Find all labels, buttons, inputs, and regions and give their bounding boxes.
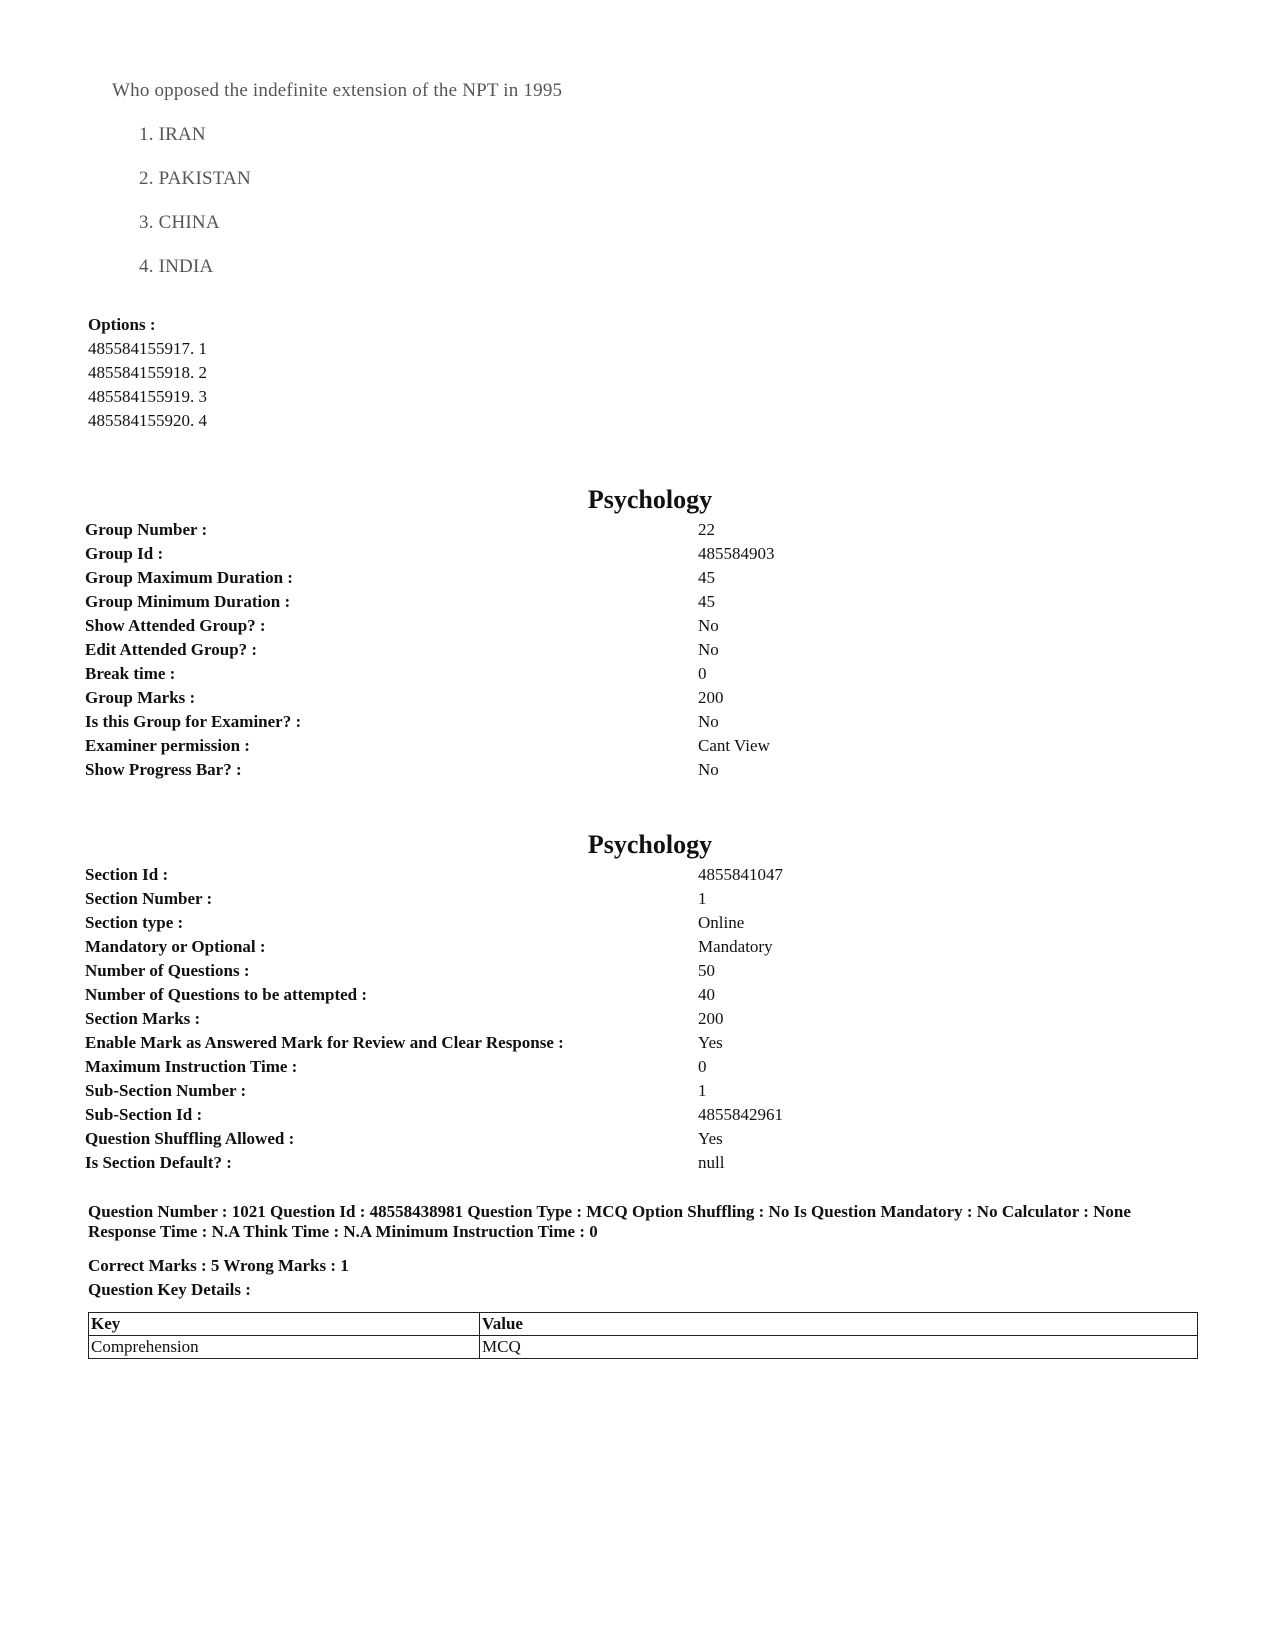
question-key-table [88, 1312, 1198, 1359]
group-row [85, 640, 1185, 662]
section-row-key: Number of Questions to be attempted : [85, 985, 368, 1004]
section-row-key: Section Marks : [85, 1009, 201, 1028]
group-row-key: Break time : [85, 664, 176, 683]
group-row-value: 45 [698, 568, 715, 587]
section-row [85, 1009, 1185, 1031]
question-image [112, 80, 612, 290]
section-row-value: null [698, 1153, 725, 1172]
option-item-2: 485584155918. 2 [88, 363, 207, 382]
section-row-value: 0 [698, 1057, 707, 1076]
option-item-1: 485584155917. 1 [88, 339, 207, 358]
section-row [85, 865, 1185, 887]
section-row-value: 1 [698, 1081, 707, 1100]
group-row-value: No [698, 760, 719, 779]
group-row [85, 616, 1185, 638]
group-row-value: 45 [698, 592, 715, 611]
choice-3: 3. CHINA [139, 212, 220, 233]
section-row-key: Sub-Section Number : [85, 1081, 247, 1100]
group-row-value: 485584903 [698, 544, 775, 563]
group-row-key: Group Marks : [85, 688, 196, 707]
group-title: Psychology [587, 485, 713, 514]
group-row [85, 592, 1185, 614]
question-key-details-label: Question Key Details : [88, 1280, 251, 1299]
group-row-key: Is this Group for Examiner? : [85, 712, 302, 731]
section-row-value: Yes [698, 1033, 723, 1052]
section-row-key: Section Number : [85, 889, 213, 908]
group-row-value: Cant View [698, 736, 770, 755]
section-row-key: Section Id : [85, 865, 169, 884]
section-row-value: 4855841047 [698, 865, 783, 884]
group-row-key: Edit Attended Group? : [85, 640, 258, 659]
section-row [85, 937, 1185, 959]
table-cell-key: Comprehension [89, 1336, 480, 1359]
choice-2: 2. PAKISTAN [139, 168, 251, 189]
section-row-key: Enable Mark as Answered Mark for Review and Clear Response : [85, 1033, 564, 1052]
options-label: Options : [88, 315, 156, 334]
section-row-key: Is Section Default? : [85, 1153, 232, 1172]
group-row-value: 0 [698, 664, 707, 683]
section-row-key: Question Shuffling Allowed : [85, 1129, 295, 1148]
section-row [85, 1153, 1185, 1175]
section-row-value: 200 [698, 1009, 724, 1028]
group-row-key: Group Number : [85, 520, 208, 539]
option-item-4: 485584155920. 4 [88, 411, 207, 430]
group-row [85, 688, 1185, 710]
group-row-value: 200 [698, 688, 724, 707]
section-row-key: Sub-Section Id : [85, 1105, 203, 1124]
option-item-3: 485584155919. 3 [88, 387, 207, 406]
section-row [85, 985, 1185, 1007]
section-row-key: Number of Questions : [85, 961, 250, 980]
question-text: Who opposed the indefinite extension of the NPT in 1995 [112, 80, 563, 101]
section-row [85, 913, 1185, 935]
section-row-value: Yes [698, 1129, 723, 1148]
table-row [89, 1336, 1198, 1359]
section-row [85, 961, 1185, 983]
table-header-value: Value [480, 1313, 1198, 1336]
section-row-key: Mandatory or Optional : [85, 937, 266, 956]
table-header-key: Key [89, 1313, 480, 1336]
group-row-key: Group Maximum Duration : [85, 568, 293, 587]
table-header-row [89, 1313, 1198, 1336]
section-row-key: Section type : [85, 913, 184, 932]
section-row [85, 1081, 1185, 1103]
group-row [85, 760, 1185, 782]
group-row-value: No [698, 616, 719, 635]
table-cell-value: MCQ [480, 1336, 1198, 1359]
section-row-value: 4855842961 [698, 1105, 783, 1124]
group-row [85, 712, 1185, 734]
group-row-key: Show Progress Bar? : [85, 760, 242, 779]
section-row [85, 1105, 1185, 1127]
section-row [85, 1129, 1185, 1151]
group-row-key: Group Id : [85, 544, 164, 563]
group-row [85, 736, 1185, 758]
section-row [85, 889, 1185, 911]
section-row-value: Mandatory [698, 937, 773, 956]
group-row [85, 664, 1185, 686]
group-row-value: No [698, 640, 719, 659]
question-marks: Correct Marks : 5 Wrong Marks : 1 [88, 1256, 349, 1275]
section-row-value: 50 [698, 961, 715, 980]
group-row-value: No [698, 712, 719, 731]
question-header: Question Number : 1021 Question Id : 48558438981 Question Type : MCQ Option Shuffling : No Is Question Mandatory : No Calculator : None Response Time : N.A Think Time : N.A Minimum Instruction Time : 0 [88, 1202, 1131, 1241]
section-row-value: Online [698, 913, 745, 932]
section-row [85, 1057, 1185, 1079]
section-row-key: Maximum Instruction Time : [85, 1057, 298, 1076]
section-row-value: 1 [698, 889, 707, 908]
group-row-key: Group Minimum Duration : [85, 592, 291, 611]
group-row [85, 568, 1185, 590]
group-row-key: Examiner permission : [85, 736, 250, 755]
group-row [85, 544, 1185, 566]
section-row [85, 1033, 1185, 1055]
section-title: Psychology [587, 830, 713, 859]
choice-4: 4. INDIA [139, 256, 214, 277]
choice-1: 1. IRAN [139, 124, 206, 145]
group-row [85, 520, 1185, 542]
group-row-value: 22 [698, 520, 715, 539]
group-row-key: Show Attended Group? : [85, 616, 266, 635]
section-row-value: 40 [698, 985, 715, 1004]
